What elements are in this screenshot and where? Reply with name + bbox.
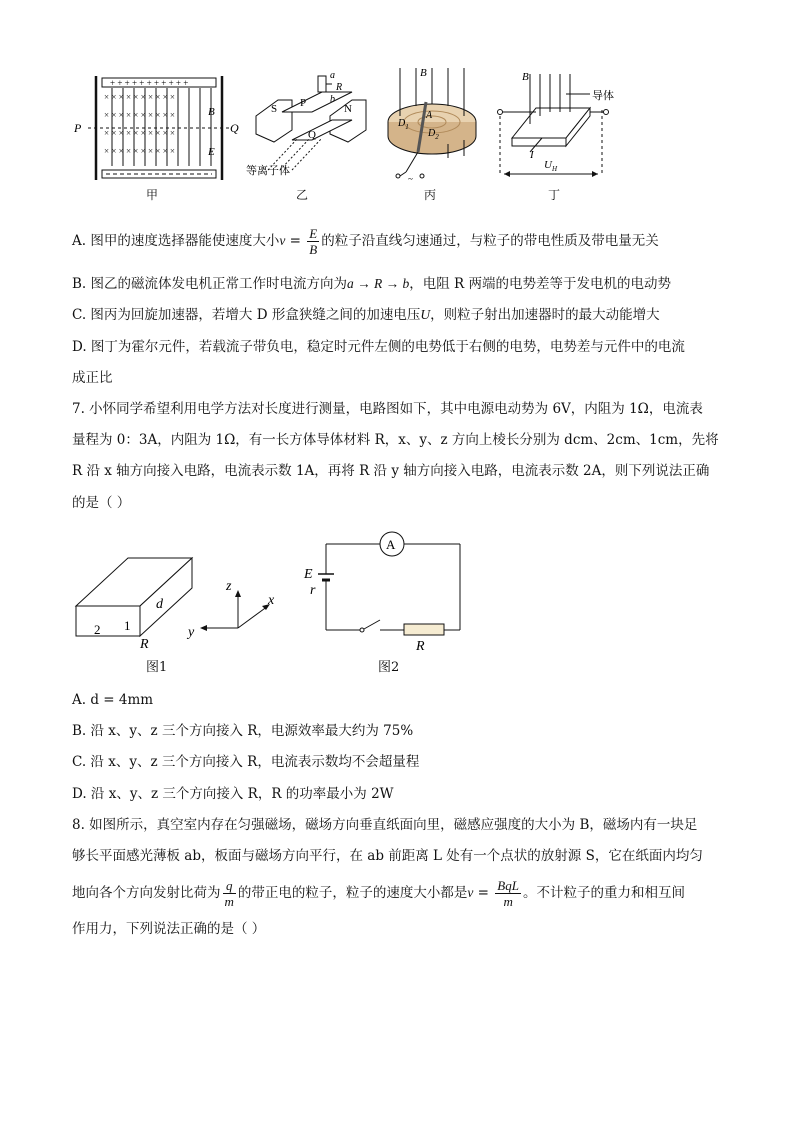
bing-label-d2: $D_2$ xyxy=(428,128,439,141)
axis-label-y: y xyxy=(188,625,195,640)
caption-jia: 甲 xyxy=(146,188,159,202)
yi-label-n: N xyxy=(344,103,352,115)
fig1-label-r: R xyxy=(140,637,149,650)
q8-stem-line2: 够长平面感光薄板 ab，板面与磁场方向平行，在 ab 前距离 L 处有一个点状的放射源 S，它在纸面内均匀 xyxy=(72,848,703,864)
svg-text:+ + + + + + + + + + +: + + + + + + + + + + + xyxy=(110,78,189,88)
yi-label-q: Q xyxy=(308,129,316,141)
q7-stem-line1: 7. 小怀同学希望利用电学方法对长度进行测量，电路图如下，其中电源电动势为 6V，内阻为 1Ω，电流表 xyxy=(72,401,703,417)
fraction-bql-over-m: $\frac{\text{BqL}}{m}$ xyxy=(497,878,519,909)
top-figures xyxy=(60,60,740,210)
ding-label-uh: $U_H$ xyxy=(544,159,558,173)
caption-bing: 丙 xyxy=(424,188,437,202)
q8-stem-line1: 8. 如图所示，真空室内存在匀强磁场，磁场方向垂直纸面向里，磁感应强度的大小为 B，磁场内有一块足 xyxy=(72,817,698,833)
q8-stem-line4: 作用力，下列说法正确的是（ ） xyxy=(72,921,266,937)
fraction-q-over-m: $\frac{q}{m}$ xyxy=(224,878,234,909)
figure-ding xyxy=(498,71,615,177)
svg-text:× × × × × × × × × ×: × × × × × × × × × × xyxy=(104,146,176,156)
yi-label-b: b xyxy=(330,94,335,105)
axis-label-z: z xyxy=(226,579,232,594)
q8-stem-line3: 地向各个方向发射比荷为 $\frac{q}{m}$ 的带正电的粒子，粒子的速度大小都是v = $\frac{\text{BqL}}{m}$ 。不计粒子的重力和相互间 xyxy=(72,878,685,909)
figure-jia xyxy=(73,76,239,180)
jia-label-q: Q xyxy=(230,121,239,135)
ding-label-conductor: 导体 xyxy=(592,90,614,102)
q6-option-b: B. 图乙的磁流体发电机正常工作时电流方向为a → R → b，电阻 R 两端的电势差等于发电机的电动势 xyxy=(72,276,672,292)
jia-label-p: P xyxy=(74,121,82,135)
q6-option-a: A. 图甲的速度选择器能使速度大小v = $\frac{E}{B}$ 的粒子沿直线匀速通过，与粒子的带电性质及带电量无关 xyxy=(72,226,659,257)
jia-label-e: E xyxy=(208,146,215,158)
q7-option-a: A. d = 4mm xyxy=(72,692,154,708)
ding-label-b: B xyxy=(522,71,529,83)
yi-label-p: P xyxy=(300,97,307,109)
q6-option-c: C. 图丙为回旋加速器，若增大 D 形盒狭缝之间的加速电压U，则粒子射出加速器时的最大动能增大 xyxy=(72,307,660,323)
q7-option-c: C. 沿 x、y、z 三个方向接入 R，电流表示数均不会超量程 xyxy=(72,754,420,770)
q7-stem-line3: R 沿 x 轴方向接入电路，电流表示数 1A，再将 R 沿 y 轴方向接入电路，电流表示数 2A，则下列说法正确 xyxy=(72,463,710,479)
q6-option-d-line1: D. 图丁为霍尔元件，若载流子带负电，稳定时元件左侧的电势低于右侧的电势，电势差与元件中的电流 xyxy=(72,339,685,355)
q7-figure1-caption: 图1 xyxy=(146,660,168,675)
ding-label-i: I xyxy=(530,149,534,161)
fig1-label-1: 1 xyxy=(124,618,131,633)
svg-text:× × × × × × × × × ×: × × × × × × × × × × xyxy=(104,128,176,138)
fig1-label-2: 2 xyxy=(94,622,101,637)
q7-stem-line2: 量程为 0：3A，内阻为 1Ω，有一长方体导体材料 R，x、y、z 方向上棱长分别为 dcm、2cm、1cm，先将 xyxy=(72,432,719,448)
fig1-label-d: d xyxy=(156,597,163,612)
jia-label-b: B xyxy=(208,106,215,118)
figure-yi xyxy=(246,70,366,177)
battery-label-r: r xyxy=(310,583,316,598)
q6-option-d-line2: 成正比 xyxy=(72,370,113,386)
q7-option-b: B. 沿 x、y、z 三个方向接入 R，电源效率最大约为 75% xyxy=(72,723,414,739)
fraction-e-over-b: $\frac{E}{B}$ xyxy=(309,226,318,257)
caption-yi: 乙 xyxy=(296,188,309,202)
svg-text:~: ~ xyxy=(408,174,413,184)
axis-label-x: x xyxy=(268,593,275,608)
q7-figure2-caption: 图2 xyxy=(378,660,400,675)
q7-figure1 xyxy=(70,550,290,650)
ammeter-label: A xyxy=(386,537,396,552)
bing-label-b: B xyxy=(420,67,427,79)
yi-label-r: R xyxy=(336,82,343,93)
svg-text:× × × × × × × × × ×: × × × × × × × × × × xyxy=(104,110,176,120)
yi-label-plasma: 等离子体 xyxy=(246,165,290,177)
q7-option-d: D. 沿 x、y、z 三个方向接入 R，R 的功率最小为 2W xyxy=(72,786,394,802)
yi-label-s: S xyxy=(271,103,278,115)
q7-figure2 xyxy=(296,524,476,654)
q7-stem-line4: 的是（ ） xyxy=(72,495,131,511)
battery-label-e: E xyxy=(304,567,313,582)
figure-bing xyxy=(388,67,476,184)
bing-label-d1: $D_1$ xyxy=(398,118,409,131)
bing-label-a: A xyxy=(426,110,433,121)
resistor-label-r: R xyxy=(416,639,425,654)
svg-text:× × × × × × × × × ×: × × × × × × × × × × xyxy=(104,92,176,102)
yi-label-a: a xyxy=(330,70,335,81)
caption-ding: 丁 xyxy=(548,188,561,202)
